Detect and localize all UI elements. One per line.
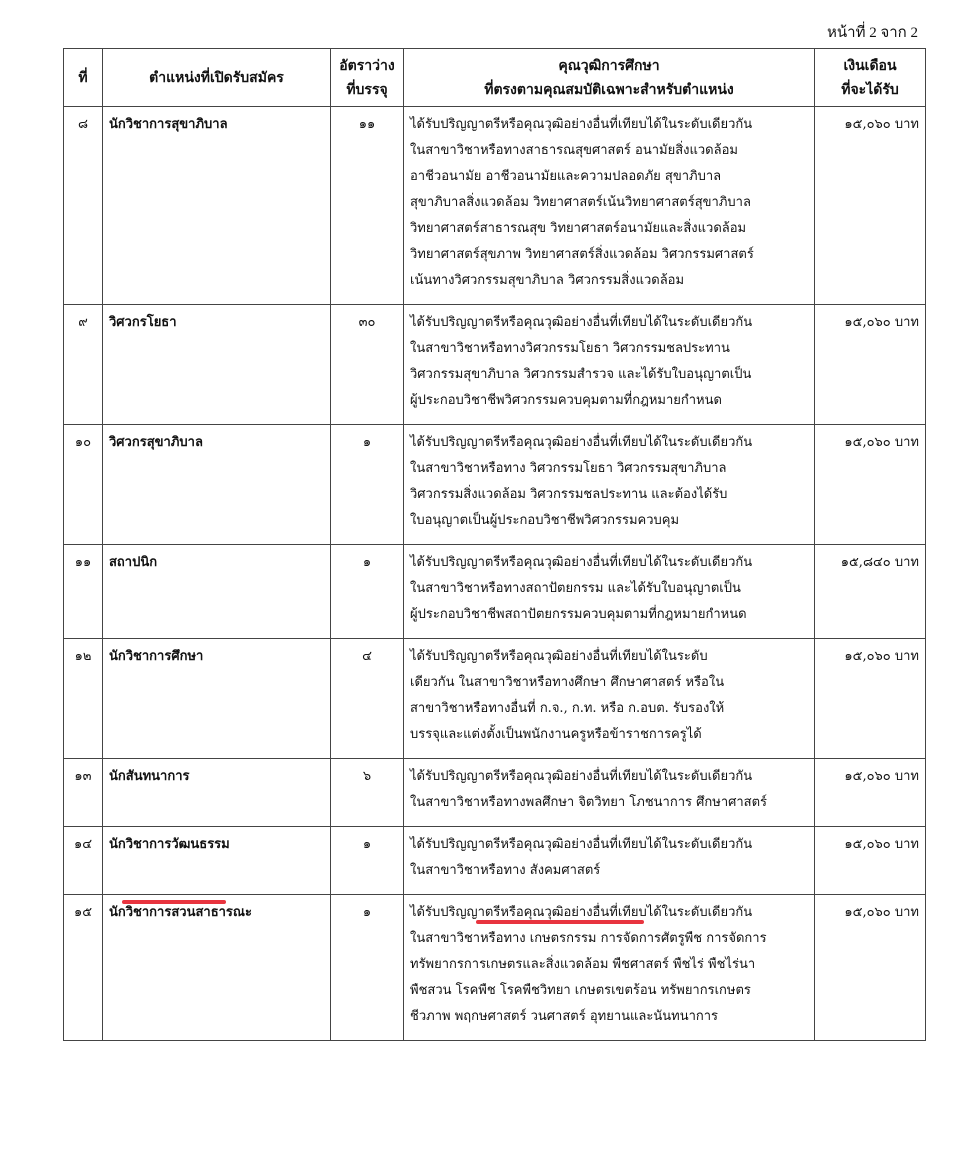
header-salary: เงินเดือน ที่จะได้รับ [815,49,926,107]
table-header-row [64,49,926,107]
vacancy-count: ๑ [331,425,404,545]
header-position: ตำแหน่งที่เปิดรับสมัคร [103,49,331,107]
qualification-line: ในสาขาวิชาหรือทาง วิศวกรรมโยธา วิศวกรรมสุขาภิบาล [410,461,727,476]
vacancy-count: ๖ [331,759,404,827]
vacancy-count: ๑๑ [331,107,404,305]
qualification-line: วิทยาศาสตร์สุขภาพ วิทยาศาสตร์สิ่งแวดล้อม วิศวกรรมศาสตร์ [410,247,754,262]
qualification-line: ใบอนุญาตเป็นผู้ประกอบวิชาชีพวิศวกรรมควบคุม [410,513,680,528]
salary: ๑๕,๐๖๐ บาท [815,639,926,759]
page-number: หน้าที่ 2 จาก 2 [827,25,918,41]
table-row [64,107,926,305]
qualification-line: ชีวภาพ พฤกษศาสตร์ วนศาสตร์ อุทยานและนันทนาการ [410,1009,719,1024]
header-no: ที่ [64,49,103,107]
qualification-line: ในสาขาวิชาหรือทางสถาปัตยกรรม และได้รับใบอนุญาตเป็น [410,581,741,596]
qualification-line: วิศวกรรมสิ่งแวดล้อม วิศวกรรมชลประทาน และต้องได้รับ [410,487,728,502]
table-row [64,895,926,1041]
position-name: นักวิชาการวัฒนธรรม [103,827,331,895]
vacancy-count: ๑ [331,827,404,895]
vacancy-count: ๑ [331,545,404,639]
qualification-cell [404,759,815,827]
position-name: นักสันทนาการ [103,759,331,827]
red-underline-qualification [476,920,644,924]
row-number: ๑๔ [64,827,103,895]
qualification-line: ได้รับปริญญาตรีหรือคุณวุฒิอย่างอื่นที่เทียบได้ในระดับเดียวกัน [410,555,753,570]
qualification-line: เน้นทางวิศวกรรมสุขาภิบาล วิศวกรรมสิ่งแวดล้อม [410,273,685,288]
row-number: ๑๓ [64,759,103,827]
qualification-line: ทรัพยากรการเกษตรและสิ่งแวดล้อม พืชศาสตร์ พืชไร่ พืชไร่นา [410,957,756,972]
qualification-cell [404,305,815,425]
table-row [64,639,926,759]
position-name: วิศวกรสุขาภิบาล [103,425,331,545]
qualification-line: อาชีวอนามัย อาชีวอนามัยและความปลอดภัย สุขาภิบาล [410,169,722,184]
qualification-line: ได้รับปริญญาตรีหรือคุณวุฒิอย่างอื่นที่เทียบได้ในระดับเดียวกัน [410,905,753,920]
row-number: ๑๑ [64,545,103,639]
position-name: วิศวกรโยธา [103,305,331,425]
qualification-line: ในสาขาวิชาหรือทางสาธารณสุขศาสตร์ อนามัยสิ่งแวดล้อม [410,143,738,158]
header-qualification: คุณวุฒิการศึกษา ที่ตรงตามคุณสมบัติเฉพาะสำหรับตำแหน่ง [404,49,815,107]
salary: ๑๕,๐๖๐ บาท [815,895,926,1041]
qualification-line: วิทยาศาสตร์สาธารณสุข วิทยาศาสตร์อนามัยและสิ่งแวดล้อม [410,221,747,236]
qualification-cell [404,639,815,759]
qualification-line: ได้รับปริญญาตรีหรือคุณวุฒิอย่างอื่นที่เทียบได้ในระดับเดียวกัน [410,117,753,132]
qualification-line: ในสาขาวิชาหรือทาง เกษตรกรรม การจัดการศัตรูพืช การจัดการ [410,931,767,946]
qualification-cell [404,827,815,895]
position-name: นักวิชาการสวนสาธารณะ [103,895,331,1041]
qualification-line: เดียวกัน ในสาขาวิชาหรือทางศึกษา ศึกษาศาสตร์ หรือใน [410,675,725,690]
header-vacancy: อัตราว่าง ที่บรรจุ [331,49,404,107]
salary: ๑๕,๐๖๐ บาท [815,759,926,827]
row-number: ๙ [64,305,103,425]
qualification-line: สาขาวิชาหรือทางอื่นที่ ก.จ., ก.ท. หรือ ก.อบต. รับรองให้ [410,701,725,716]
qualification-line: ในสาขาวิชาหรือทางวิศวกรรมโยธา วิศวกรรมชลประทาน [410,341,730,356]
salary: ๑๕,๐๖๐ บาท [815,827,926,895]
table-row [64,827,926,895]
qualification-line: ได้รับปริญญาตรีหรือคุณวุฒิอย่างอื่นที่เทียบได้ในระดับเดียวกัน [410,769,753,784]
row-number: ๑๒ [64,639,103,759]
qualification-line: ผู้ประกอบวิชาชีพสถาปัตยกรรมควบคุมตามที่กฎหมายกำหนด [410,607,747,622]
qualification-line: วิศวกรรมสุขาภิบาล วิศวกรรมสำรวจ และได้รับใบอนุญาตเป็น [410,367,752,382]
row-number: ๘ [64,107,103,305]
qualification-line: ได้รับปริญญาตรีหรือคุณวุฒิอย่างอื่นที่เทียบได้ในระดับเดียวกัน [410,837,753,852]
qualification-cell [404,895,815,1041]
row-number: ๑๐ [64,425,103,545]
salary: ๑๕,๐๖๐ บาท [815,305,926,425]
table-row [64,545,926,639]
vacancy-count: ๓๐ [331,305,404,425]
table-row [64,425,926,545]
salary: ๑๕,๐๖๐ บาท [815,107,926,305]
qualification-line: บรรจุและแต่งตั้งเป็นพนักงานครูหรือข้าราชการครูได้ [410,727,702,742]
position-name: สถาปนิก [103,545,331,639]
qualification-line: ได้รับปริญญาตรีหรือคุณวุฒิอย่างอื่นที่เทียบได้ในระดับ [410,649,708,664]
qualification-cell [404,545,815,639]
qualification-cell [404,425,815,545]
vacancy-count: ๑ [331,895,404,1041]
table-row [64,305,926,425]
position-name: นักวิชาการสุขาภิบาล [103,107,331,305]
vacancy-count: ๔ [331,639,404,759]
salary: ๑๕,๘๔๐ บาท [815,545,926,639]
qualification-cell [404,107,815,305]
qualification-line: ผู้ประกอบวิชาชีพวิศวกรรมควบคุมตามที่กฎหมายกำหนด [410,393,722,408]
qualification-line: สุขาภิบาลสิ่งแวดล้อม วิทยาศาสตร์เน้นวิทยาศาสตร์สุขาภิบาล [410,195,751,210]
qualification-line: ได้รับปริญญาตรีหรือคุณวุฒิอย่างอื่นที่เทียบได้ในระดับเดียวกัน [410,315,753,330]
positions-table [63,48,926,1041]
table-row [64,759,926,827]
qualification-line: ได้รับปริญญาตรีหรือคุณวุฒิอย่างอื่นที่เทียบได้ในระดับเดียวกัน [410,435,753,450]
position-name: นักวิชาการศึกษา [103,639,331,759]
salary: ๑๕,๐๖๐ บาท [815,425,926,545]
qualification-line: ในสาขาวิชาหรือทางพลศึกษา จิตวิทยา โภชนาการ ศึกษาศาสตร์ [410,795,768,810]
qualification-line: พืชสวน โรคพืช โรคพืชวิทยา เกษตรเขตร้อน ทรัพยากรเกษตร [410,983,751,998]
red-underline-position [122,900,226,904]
row-number: ๑๕ [64,895,103,1041]
qualification-line: ในสาขาวิชาหรือทาง สังคมศาสตร์ [410,863,601,878]
